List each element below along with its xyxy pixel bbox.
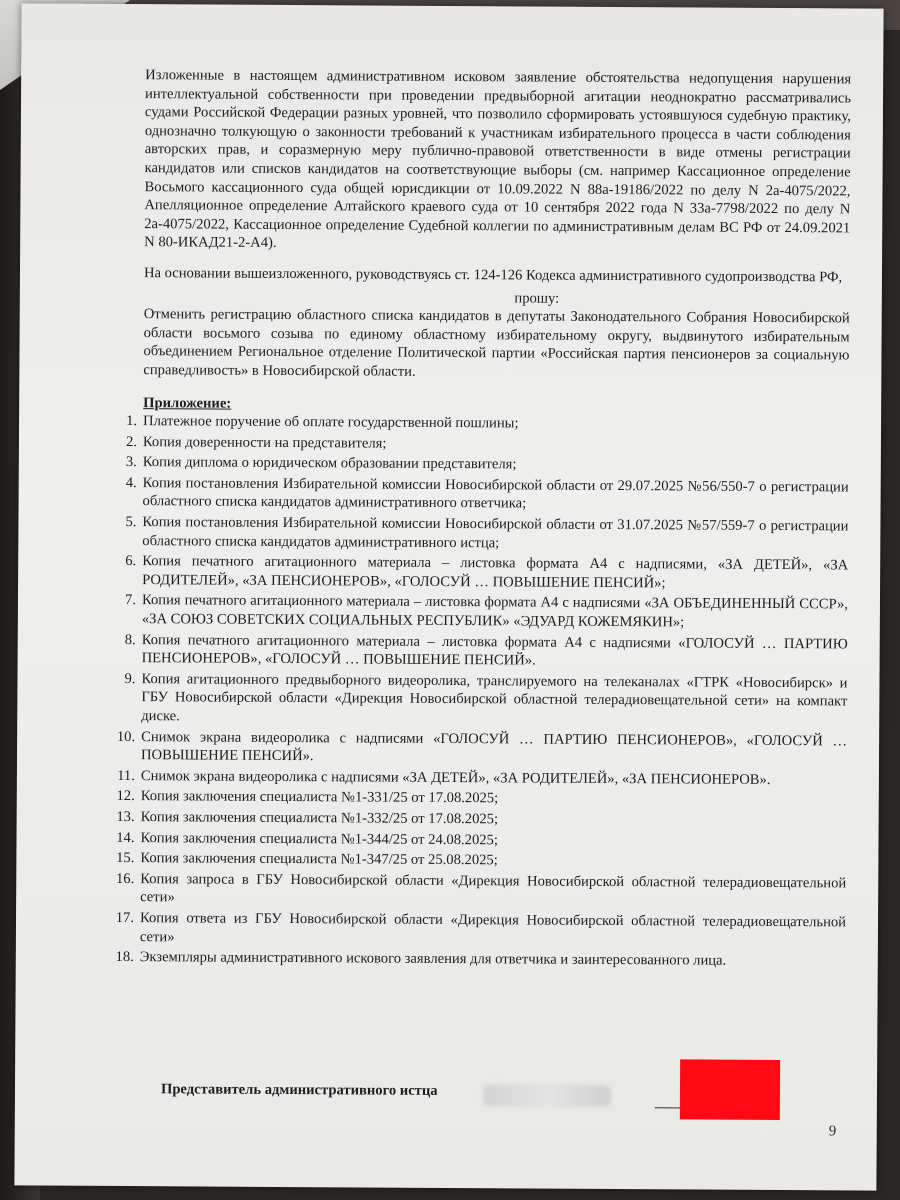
- attachment-number: 3.: [125, 454, 137, 471]
- attachment-text: Платежное поручение об оплате государственной пошлины;: [143, 413, 519, 432]
- attachment-text: Снимок экрана видеоролика с надписями «ГОЛОСУЙ … ПАРТИЮ ПЕНСИОНЕРОВ», «ГОЛОСУЙ … ПОВЫШЕНИЕ ПЕНСИЙ».: [140, 728, 848, 765]
- document-page: [14, 3, 883, 1190]
- attachment-text: Копия печатного агитационного материала – листовка формата А4 с надписями «ЗА ОБЪЕДИНЕННЫЙ СССР», «ЗА СОЮЗ СОВЕТСКИХ СОЦИАЛЬНЫХ РЕСПУБЛИК» «ЭДУАРД КОЖЕМЯКИН»;: [141, 592, 849, 631]
- attachment-item: [117, 767, 847, 790]
- attachment-item: [116, 829, 846, 852]
- attachment-text: Копия заключения специалиста №1-347/25 от 25.08.2025;: [140, 850, 498, 869]
- attachment-item: [115, 909, 847, 950]
- attachment-text: Копия печатного агитационного материала – листовка формата А4 с надписями «ГОЛОСУЙ … ПАРТИЮ ПЕНСИОНЕРОВ», «ГОЛОСУЙ … ПОВЫШЕНИЕ ПЕНСИЙ».: [141, 631, 848, 669]
- attachment-item: [125, 433, 849, 456]
- attachment-text: Снимок экрана видеоролика с надписями «ЗА ДЕТЕЙ», «ЗА РОДИТЕЛЕЙ», «ЗА ПЕНСИОНЕРОВ».: [140, 767, 771, 788]
- attachment-number: 9.: [124, 670, 136, 687]
- attachment-text: Копия диплома о юридическом образовании представителя;: [142, 454, 517, 473]
- attachments-list: [115, 412, 849, 971]
- attachment-number: 10.: [116, 728, 136, 745]
- attachment-number: 11.: [117, 767, 135, 784]
- attachment-number: 17.: [115, 909, 135, 927]
- attachment-number: 12.: [116, 788, 135, 805]
- attachment-item: [125, 453, 849, 476]
- paragraph-basis: На основании вышеизложенного, руководствуясь ст. 124-126 Кодекса административного судопроизводства РФ,: [143, 265, 843, 286]
- attachment-item: [116, 728, 848, 769]
- attachment-item: [124, 670, 848, 730]
- attachment-item: [116, 808, 847, 831]
- attachments-heading: Приложение:: [143, 394, 232, 412]
- attachment-number: 15.: [116, 850, 135, 867]
- signature-label: Представитель административного истца: [160, 1081, 438, 1099]
- attachment-number: 6.: [125, 553, 137, 570]
- request-text: Отменить регистрацию областного списка кандидатов в депутаты Законодательного Собрания Новосибирской области восьмого созыва по единому областному избирательному округу, выдвинутого избирательным объединением Региональное отделение Политической партии «Российская партия пенсионеров за социальную справедливость» в Новосибирской области.: [143, 306, 850, 380]
- paragraph-practice: Изложенные в настоящем административном исковом заявление обстоятельства недопущения нарушения интеллектуальной собственности при проведении предвыборной агитации неоднократно рассматривались судами Российской Федерации разных уровней, что позволило сформировать устоявшуюся судебную практику, однозначно толкующую о законности требований к участникам избирательного процесса в части соблюдения авторских прав, и соразмерную меру публично-правовой ответственности в виде отмены регистрации кандидатов или списков кандидатов на соответствующие выборы (см. например Кассационное определение Восьмого кассационного суда общей юрисдикции от 10.09.2022 N 88а-19186/2022 по делу N 2а-4075/2022, Апелляционное определение Алтайского краевого суда от 10 сентября 2022 года N 33а-7798/2022 по делу N 2а-4075/2022, Кассационное определение Судебной коллегии по административным делам ВС РФ от 24.09.2021 N 80-ИКАД21-2-А4).: [144, 67, 852, 252]
- attachment-text: Копия заключения специалиста №1-344/25 от 24.08.2025;: [140, 829, 498, 848]
- attachment-number: 5.: [125, 514, 137, 531]
- redaction-box: [680, 1059, 780, 1120]
- attachment-text: Копия ответа из ГБУ Новосибирской области «Дирекция Новосибирской областной телерадиовещательной сети»: [139, 910, 847, 945]
- attachment-item: [116, 849, 846, 872]
- attachment-text: Копия доверенности на представителя;: [142, 433, 387, 452]
- attachment-item: [125, 513, 849, 554]
- attachment-number: 16.: [115, 870, 135, 887]
- attachment-text: Копия запроса в ГБУ Новосибирской области «Дирекция Новосибирской областной телерадиовещательной сети»: [140, 870, 847, 906]
- attachment-text: Копия постановления Избирательной комиссии Новосибирской области от 29.07.2025 №56/550-7 о регистрации областного списка кандидатов административного ответчика;: [142, 475, 849, 512]
- attachment-text: Копия постановления Избирательной комиссии Новосибирской области от 31.07.2025 №57/559-7 о регистрации областного списка кандидатов административного истца;: [142, 514, 849, 551]
- attachment-number: 2.: [125, 433, 137, 450]
- attachment-number: 4.: [125, 474, 137, 491]
- attachment-number: 7.: [124, 592, 137, 609]
- attachment-item: [124, 592, 849, 633]
- attachment-text: Копия печатного агитационного материала – листовка формата А4 с надписями, «ЗА ДЕТЕЙ», «ЗА РОДИТЕЛЕЙ», «ЗА ПЕНСИОНЕРОВ», «ГОЛОСУЙ … ПОВЫШЕНИЕ ПЕНСИЙ»;: [142, 553, 849, 592]
- attachment-number: 13.: [116, 808, 135, 826]
- attachment-text: Экземпляры административного искового заявления для ответчика и заинтересованного лица.: [139, 949, 727, 969]
- attachment-text: Копия агитационного предвыборного видеоролика, транслируемого на телеканалах «ГТРК «Новосибирск» и ГБУ Новосибирской области «Дирекция Новосибирской областной телерадиовещательной сети» на компакт диске.: [141, 670, 848, 725]
- attachment-text: Копия заключения специалиста №1-331/25 от 17.08.2025;: [140, 788, 499, 807]
- attachment-item: [115, 948, 846, 971]
- attachment-number: 14.: [116, 829, 135, 846]
- attachment-number: 8.: [124, 631, 136, 648]
- attachment-item: [124, 631, 848, 672]
- attachment-item: [115, 870, 847, 911]
- attachment-item: [116, 787, 847, 810]
- document-content: [115, 66, 852, 973]
- attachment-number: 18.: [115, 949, 134, 966]
- page-number: 9: [828, 1123, 837, 1140]
- blurred-representative-name: [483, 1084, 611, 1107]
- attachment-text: Копия заключения специалиста №1-332/25 от 17.08.2025;: [140, 809, 499, 828]
- attachment-item: [126, 412, 849, 435]
- attachment-number: 1.: [126, 413, 138, 430]
- request-heading: прошу:: [514, 289, 560, 307]
- attachment-item: [125, 474, 849, 515]
- attachment-item: [125, 552, 849, 593]
